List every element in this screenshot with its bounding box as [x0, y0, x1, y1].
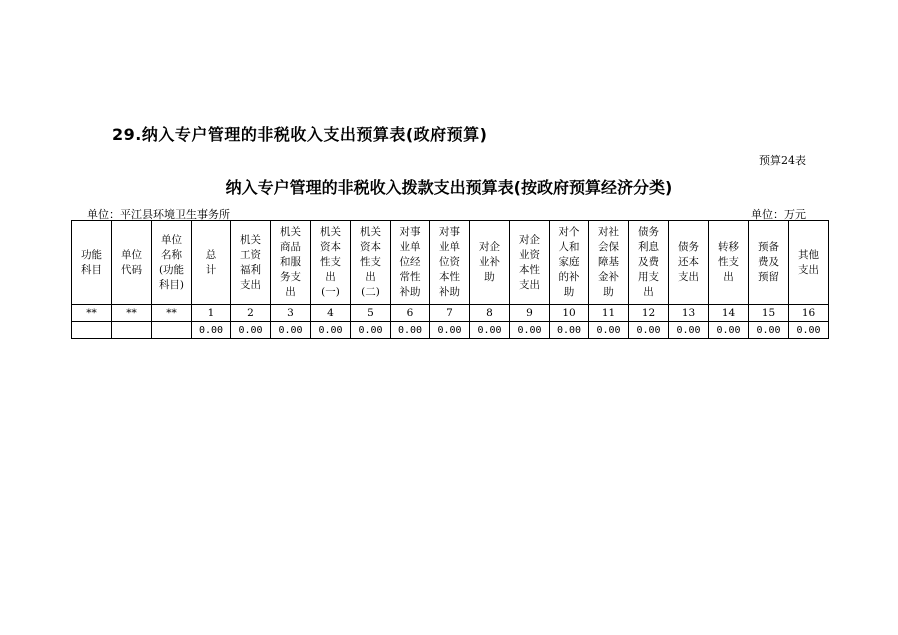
index-cell: 16 — [789, 305, 829, 322]
column-header-label: 对个 人和 家庭 的补 助 — [558, 226, 580, 298]
column-header-label: 对事 业单 位经 常性 补助 — [399, 226, 421, 298]
table-title: 纳入专户管理的非税收入拨款支出预算表(按政府预算经济分类) — [225, 178, 673, 197]
index-cell: 14 — [709, 305, 749, 322]
header-row — [72, 221, 829, 305]
column-header — [550, 221, 589, 305]
column-header — [629, 221, 669, 305]
column-header-label: 其他 支出 — [798, 248, 819, 276]
index-cell: ** — [72, 305, 112, 322]
column-header — [311, 221, 351, 305]
index-cell: 6 — [391, 305, 430, 322]
column-header-label: 债务 利息 及费 用支 出 — [638, 226, 659, 298]
index-cell: 2 — [231, 305, 271, 322]
column-header-label: 债务 还本 支出 — [678, 241, 699, 283]
column-header-label: 对企 业资 本性 支出 — [519, 233, 540, 291]
value-cell: 0.00 — [271, 322, 311, 339]
budget-table — [71, 220, 829, 339]
column-header — [391, 221, 430, 305]
column-header — [152, 221, 192, 305]
value-cell: 0.00 — [311, 322, 351, 339]
unit-currency: 单位：万元 — [751, 208, 806, 221]
column-header-label: 总 计 — [205, 248, 217, 276]
index-cell: ** — [152, 305, 192, 322]
value-row — [72, 322, 829, 339]
index-cell: 10 — [550, 305, 589, 322]
column-header-label: 机关 资本 性支 出 (一) — [320, 226, 341, 298]
column-header-label: 机关 商品 和服 务支 出 — [280, 226, 301, 298]
column-header — [510, 221, 550, 305]
column-header-label: 单位 名称 (功能 科目) — [158, 233, 185, 291]
index-cell: 8 — [470, 305, 510, 322]
value-cell — [152, 322, 192, 339]
column-header — [351, 221, 391, 305]
column-header — [470, 221, 510, 305]
value-cell: 0.00 — [430, 322, 470, 339]
value-cell — [72, 322, 112, 339]
column-header — [789, 221, 829, 305]
column-header-label: 功能 科目 — [81, 248, 102, 276]
index-cell: 15 — [749, 305, 789, 322]
value-cell: 0.00 — [709, 322, 749, 339]
unit-organization: 单位：平江县环境卫生事务所 — [87, 208, 230, 221]
value-cell: 0.00 — [589, 322, 629, 339]
column-header — [669, 221, 709, 305]
index-cell: 7 — [430, 305, 470, 322]
column-header-label: 转移 性支 出 — [718, 241, 739, 283]
index-cell: 12 — [629, 305, 669, 322]
column-header-label: 对社 会保 障基 金补 助 — [598, 226, 619, 298]
column-header — [231, 221, 271, 305]
value-cell: 0.00 — [550, 322, 589, 339]
column-header — [709, 221, 749, 305]
value-cell: 0.00 — [391, 322, 430, 339]
value-cell: 0.00 — [789, 322, 829, 339]
index-cell: 9 — [510, 305, 550, 322]
index-cell: 13 — [669, 305, 709, 322]
index-cell: 4 — [311, 305, 351, 322]
value-cell: 0.00 — [510, 322, 550, 339]
column-header — [192, 221, 231, 305]
index-cell: 11 — [589, 305, 629, 322]
column-header — [589, 221, 629, 305]
value-cell: 0.00 — [231, 322, 271, 339]
index-cell: 1 — [192, 305, 231, 322]
column-header-label: 对企 业补 助 — [479, 241, 500, 283]
table-number: 预算24表 — [759, 154, 806, 167]
index-row — [72, 305, 829, 322]
value-cell — [112, 322, 152, 339]
column-header — [430, 221, 470, 305]
column-header — [271, 221, 311, 305]
column-header-label: 预备 费及 预留 — [758, 241, 779, 283]
section-title: 29.纳入专户管理的非税收入支出预算表(政府预算) — [112, 125, 488, 144]
value-cell: 0.00 — [629, 322, 669, 339]
column-header — [72, 221, 112, 305]
value-cell: 0.00 — [749, 322, 789, 339]
column-header-label: 机关 资本 性支 出 (二) — [360, 226, 381, 298]
column-header-label: 机关 工资 福利 支出 — [240, 233, 261, 291]
index-cell: 5 — [351, 305, 391, 322]
value-cell: 0.00 — [669, 322, 709, 339]
value-cell: 0.00 — [470, 322, 510, 339]
column-header — [112, 221, 152, 305]
index-cell: ** — [112, 305, 152, 322]
value-cell: 0.00 — [351, 322, 391, 339]
value-cell: 0.00 — [192, 322, 231, 339]
column-header-label: 对事 业单 位资 本性 补助 — [439, 226, 460, 298]
column-header — [749, 221, 789, 305]
column-header-label: 单位 代码 — [121, 248, 142, 276]
index-cell: 3 — [271, 305, 311, 322]
